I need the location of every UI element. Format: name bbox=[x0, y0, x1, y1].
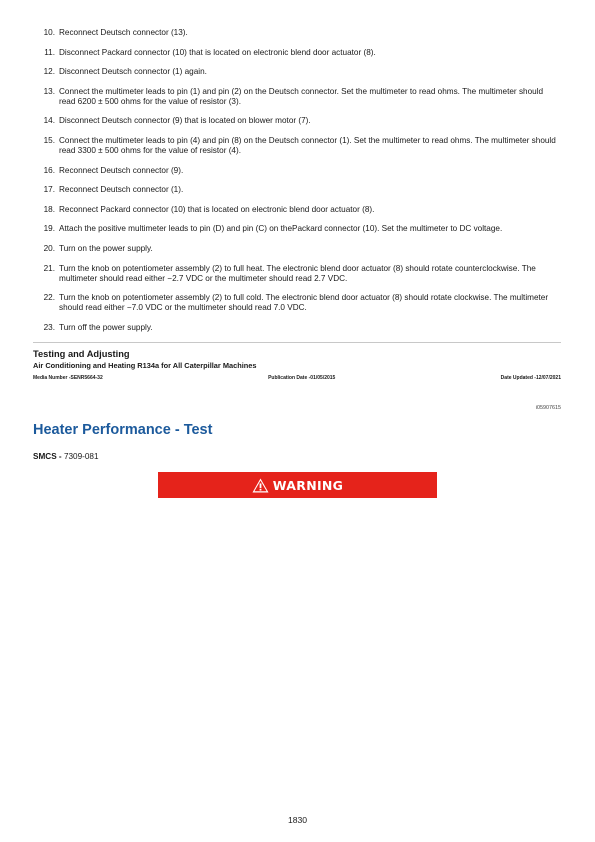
reference-id: i05907615 bbox=[535, 405, 561, 411]
step-text: Reconnect Packard connector (10) that is located on electronic blend door actuator (8). bbox=[59, 204, 375, 214]
step-item bbox=[38, 87, 558, 107]
step-item bbox=[38, 293, 558, 313]
step-text: Attach the positive multimeter leads to pin (D) and pin (C) on thePackard connector (10). Set the multimeter to DC voltage. bbox=[59, 224, 503, 234]
publication-date: Publication Date -01/05/2015 bbox=[268, 375, 336, 381]
date-updated: Date Updated -12/07/2021 bbox=[500, 375, 561, 381]
step-item bbox=[38, 28, 558, 38]
warning-triangle-icon bbox=[252, 478, 269, 493]
step-item bbox=[38, 244, 558, 254]
step-text: Disconnect Deutsch connector (9) that is located on blower motor (7). bbox=[59, 116, 311, 126]
warning-label: WARNING bbox=[272, 477, 344, 493]
doc-meta-row bbox=[33, 375, 561, 382]
step-text: Turn the knob on potentiometer assembly (2) to full heat. The electronic blend door actuator (8) should rotate counterclockwise. The multimeter should read either −2.7 VDC or the multimeter should read 2.7 VDC. bbox=[59, 263, 536, 283]
step-text: Disconnect Deutsch connector (1) again. bbox=[59, 67, 207, 77]
step-number: 22. bbox=[43, 293, 55, 303]
step-item bbox=[38, 116, 558, 126]
step-text: Turn on the power supply. bbox=[59, 243, 153, 253]
page-number: 1830 bbox=[287, 815, 308, 825]
step-number: 14. bbox=[43, 116, 55, 126]
step-number: 10. bbox=[43, 28, 55, 37]
step-text: Turn the knob on potentiometer assembly (2) to full cold. The electronic blend door actuator (8) should rotate clockwise. The multimeter should read either −7.0 VDC or the multimeter should read 7.0 VDC. bbox=[59, 293, 549, 313]
step-item bbox=[38, 205, 558, 215]
procedure-steps bbox=[38, 28, 558, 342]
section-divider bbox=[33, 342, 561, 343]
step-text: Reconnect Deutsch connector (9). bbox=[59, 165, 184, 175]
step-number: 21. bbox=[43, 263, 55, 273]
step-item bbox=[38, 185, 558, 195]
step-number: 17. bbox=[43, 185, 55, 195]
smcs-value: 7309-081 bbox=[63, 452, 99, 461]
step-text: Connect the multimeter leads to pin (1) and pin (2) on the Deutsch connector. Set the multimeter to read ohms. The multimeter should read 6200 ± 500 ohms for the value of resistor (3). bbox=[59, 86, 544, 106]
warning-banner bbox=[158, 472, 437, 498]
step-number: 20. bbox=[43, 243, 55, 253]
step-number: 19. bbox=[43, 224, 55, 234]
step-text: Reconnect Deutsch connector (1). bbox=[59, 185, 184, 195]
step-item bbox=[38, 224, 558, 234]
step-number: 12. bbox=[43, 67, 55, 77]
step-text: Reconnect Deutsch connector (13). bbox=[59, 28, 188, 37]
smcs-code bbox=[33, 452, 99, 461]
step-item bbox=[38, 136, 558, 156]
doc-title: Air Conditioning and Heating R134a for All Caterpillar Machines bbox=[33, 361, 257, 370]
step-text: Turn off the power supply. bbox=[59, 322, 153, 332]
step-item bbox=[38, 48, 558, 58]
step-number: 15. bbox=[43, 135, 55, 145]
document-header bbox=[33, 349, 561, 382]
smcs-label: SMCS - bbox=[33, 452, 62, 461]
step-text: Connect the multimeter leads to pin (4) and pin (8) on the Deutsch connector (1). Set the multimeter to read ohms. The multimeter should read 3300 ± 500 ohms for the value of resistor (4). bbox=[59, 135, 556, 155]
media-number: Media Number -SENR5664-32 bbox=[33, 375, 103, 381]
doc-section-title: Testing and Adjusting bbox=[33, 349, 130, 359]
step-number: 11. bbox=[44, 47, 55, 57]
page-title: Heater Performance - Test bbox=[33, 422, 213, 438]
step-number: 18. bbox=[43, 204, 55, 214]
step-number: 16. bbox=[43, 165, 55, 175]
step-number: 13. bbox=[43, 86, 55, 96]
step-number: 23. bbox=[43, 322, 55, 332]
step-item bbox=[38, 166, 558, 176]
step-item bbox=[38, 323, 558, 333]
step-text: Disconnect Packard connector (10) that is located on electronic blend door actuator (8). bbox=[59, 47, 376, 57]
step-item bbox=[38, 67, 558, 77]
step-item bbox=[38, 264, 558, 284]
